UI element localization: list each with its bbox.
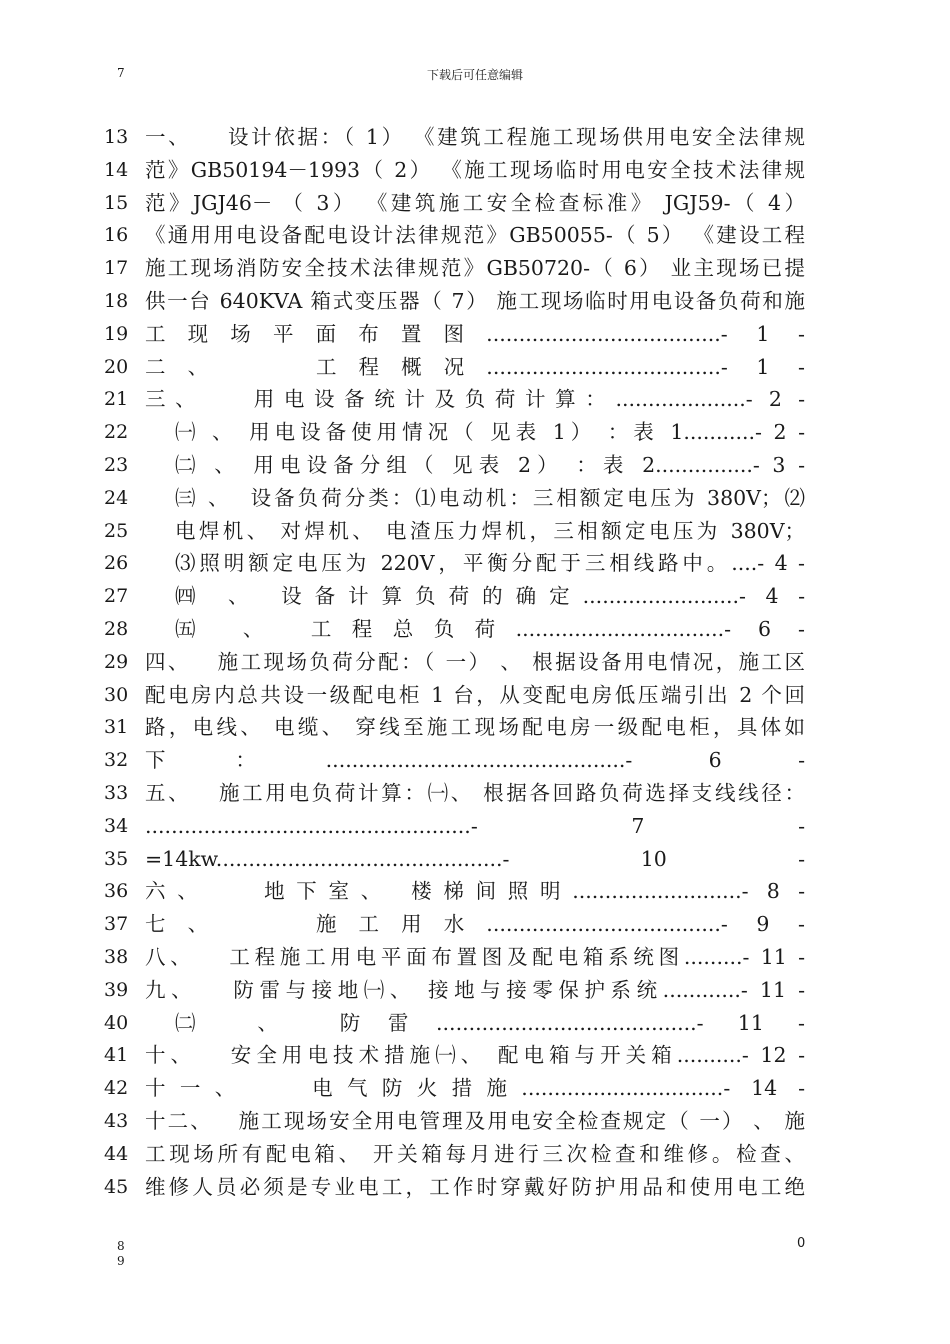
line-number: 28 [104, 618, 129, 640]
toc-line-text: 工现场平面布置图....................................- 1 - [145, 321, 805, 346]
toc-line [0, 810, 950, 843]
toc-line-text: ㈡ 、 用电设备分组（ 见表 2） ：表 2...............- 3 - [175, 453, 805, 477]
line-number: 36 [104, 880, 129, 903]
footer-left-number-2: 9 [117, 1254, 125, 1268]
toc-line [0, 679, 950, 712]
toc-line [0, 843, 950, 876]
line-number: 42 [104, 1077, 129, 1100]
toc-line-text: 六、 地下室、 楼梯间照明..........................- 8 - [145, 879, 805, 904]
toc-line-text: 十一、 电气防火措施...............................- 14 - [145, 1076, 805, 1101]
toc-line [0, 1072, 950, 1105]
line-number: 18 [104, 290, 129, 312]
toc-line [0, 613, 950, 646]
toc-line [0, 482, 950, 515]
toc-line [0, 1105, 950, 1138]
toc-line-text: 范》JGJ46－ （ 3） 《建筑施工安全检查标准》 JGJ59-（ 4） [145, 190, 805, 215]
toc-line-text: ⑶照明额定电压为 220V，平衡分配于三相线路中。....- 4 - [175, 551, 805, 576]
line-number: 13 [104, 126, 129, 148]
footer-left-number-1: 8 [117, 1239, 125, 1253]
line-number: 20 [104, 355, 129, 378]
toc-line [0, 1138, 950, 1171]
line-number: 21 [104, 388, 129, 411]
toc-line [0, 154, 950, 187]
line-number: 19 [104, 322, 129, 345]
line-number: 15 [104, 191, 129, 214]
toc-line [0, 351, 950, 384]
line-number: 41 [104, 1044, 129, 1067]
footer-right-number: 0 [797, 1236, 806, 1251]
line-number: 16 [104, 224, 129, 247]
toc-line [0, 318, 950, 351]
toc-line [0, 744, 950, 777]
toc-line [0, 547, 950, 580]
toc-line [0, 416, 950, 449]
toc-line-text: 施工现场消防安全技术法律规范》GB50720-（ 6） 业主现场已提 [145, 256, 805, 281]
toc-line-text: 二、 工程概况....................................- 1 - [145, 354, 805, 379]
line-number: 23 [104, 454, 129, 476]
toc-line-text: 三、 用电设备统计及负荷计算：....................- 2 - [145, 387, 805, 412]
toc-line-text: 十、 安全用电技术措施㈠、 配电箱与开关箱..........- 12 - [145, 1043, 805, 1068]
line-number: 14 [104, 158, 129, 181]
toc-line-text: 八、 工程施工用电平面布置图及配电箱系统图.........- 11 - [145, 945, 805, 969]
toc-line [0, 219, 950, 252]
line-number: 26 [104, 552, 129, 575]
line-number: 34 [104, 814, 129, 837]
line-number: 24 [104, 486, 129, 509]
toc-line-text: 工现场所有配电箱、 开关箱每月进行三次检查和维修。检查、 [145, 1141, 805, 1166]
toc-line-text: 供一台 640KVA 箱式变压器（ 7） 施工现场临时用电设备负荷和施 [145, 289, 805, 313]
toc-line [0, 121, 950, 154]
toc-line-text: 下：..............................................- 6 - [145, 748, 805, 773]
toc-line [0, 908, 950, 941]
toc-line [0, 383, 950, 416]
toc-line-text: ㈡ 、 防雷........................................- 11 - [175, 1010, 805, 1035]
toc-line [0, 875, 950, 908]
toc-line [0, 1039, 950, 1072]
toc-line [0, 580, 950, 613]
toc-line [0, 515, 950, 548]
toc-line-text: ㈢ 、 设备负荷分类：⑴电动机：三相额定电压为 380V；⑵ [175, 485, 805, 510]
toc-line-text: 配电房内总共设一级配电柜 1 台，从变配电房低压端引出 2 个回 [145, 682, 805, 707]
toc-line [0, 1171, 950, 1204]
toc-line-text: 九、 防雷与接地㈠、 接地与接零保护系统............- 11 - [145, 977, 805, 1002]
line-number: 30 [104, 683, 129, 706]
line-number: 22 [104, 421, 129, 444]
toc-line-text: ㈤ 、 工程总负荷................................- 6 - [175, 617, 805, 641]
toc-line-text: 电焊机、 对焊机、 电渣压力焊机，三相额定电压为 380V； [175, 518, 805, 543]
toc-line [0, 252, 950, 285]
toc-line-text: 七、 施工用水....................................- 9 - [145, 912, 805, 937]
toc-line-text: ㈣ 、 设备计算负荷的确定........................- 4 - [175, 584, 805, 609]
header-title: 下载后可任意编辑 [426, 68, 523, 82]
toc-line-text: ㈠ 、 用电设备使用情况（ 见表 1） ：表 1...........- 2 - [175, 420, 805, 445]
line-number: 44 [104, 1142, 129, 1165]
toc-line [0, 711, 950, 744]
line-number: 43 [104, 1110, 129, 1132]
line-number: 33 [104, 782, 129, 804]
line-number: 29 [104, 650, 129, 673]
line-number: 27 [104, 585, 129, 608]
toc-line [0, 974, 950, 1007]
line-number: 40 [104, 1011, 129, 1034]
line-number: 37 [104, 913, 129, 936]
toc-line [0, 777, 950, 810]
line-number: 39 [104, 978, 129, 1001]
toc-line-text: 《通用用电设备配电设计法律规范》GB50055-（ 5） 《建设工程 [145, 223, 805, 248]
line-number: 32 [104, 749, 129, 772]
toc-line [0, 1007, 950, 1040]
toc-line [0, 187, 950, 220]
toc-line [0, 941, 950, 974]
toc-line [0, 449, 950, 482]
toc-line-text: ..................................................- 7 - [145, 813, 805, 838]
toc-line [0, 285, 950, 318]
toc-line [0, 646, 950, 679]
toc-line-text: 四、 施工现场负荷分配：（ 一） 、 根据设备用电情况，施工区 [145, 649, 805, 674]
toc-line-text: =14kw............................................- 10 - [145, 846, 805, 871]
line-number: 38 [104, 946, 129, 968]
toc-line-text: 一、 设计依据：（ 1） 《建筑工程施工现场供用电安全法律规 [145, 125, 805, 149]
header-page-number: 7 [117, 66, 125, 80]
line-number: 35 [104, 847, 129, 870]
toc-line-text: 维修人员必须是专业电工，工作时穿戴好防护用品和使用电工绝 [145, 1174, 805, 1199]
line-number: 45 [104, 1175, 129, 1198]
toc-line-text: 路，电线、 电缆、 穿线至施工现场配电房一级配电柜，具体如 [145, 715, 805, 740]
line-number: 25 [104, 519, 129, 542]
toc-line-text: 范》GB50194－1993（ 2） 《施工现场临时用电安全技术法律规 [145, 157, 805, 182]
toc-line-text: 五、 施工用电负荷计算：㈠、 根据各回路负荷选择支线线径： [145, 781, 805, 805]
line-number: 31 [104, 716, 129, 739]
line-number: 17 [104, 257, 129, 280]
toc-line-text: 十二、 施工现场安全用电管理及用电安全检查规定（ 一） 、 施 [145, 1109, 805, 1133]
